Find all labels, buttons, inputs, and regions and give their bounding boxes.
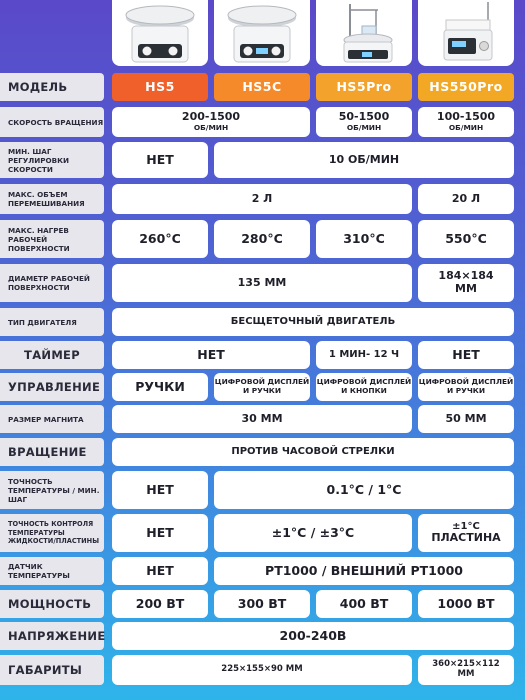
- hotplate-stirrer-with-probe-icon: [316, 0, 412, 66]
- control-line1: ЦИФРОВОЙ ДИСПЛЕЙ: [418, 377, 514, 387]
- speed-unit: ОБ/МИН: [193, 123, 229, 133]
- control-accuracy-plate: ПЛАСТИНА: [431, 531, 501, 545]
- diameter-size: 184×184: [438, 269, 494, 283]
- speed-step-others: 10 ОБ/МИН: [214, 142, 514, 178]
- row-label-diameter: ДИАМЕТР РАБОЧЕЙ ПОВЕРХНОСТИ: [0, 264, 104, 302]
- ceramic-hotplate-icon: [418, 0, 514, 66]
- power-hs550pro: 1000 ВТ: [418, 590, 514, 618]
- row-voltage: [0, 622, 525, 650]
- model-hs5-header: HS5: [112, 73, 208, 101]
- row-label-dimensions: ГАБАРИТЫ: [0, 655, 104, 685]
- speed-range: 200-1500: [181, 110, 241, 124]
- volume-value-main: 2 Л: [112, 184, 412, 214]
- voltage-value: 200-240В: [112, 622, 514, 650]
- product-images: [0, 0, 525, 70]
- power-hs5: 200 ВТ: [112, 590, 208, 618]
- hotplate-stirrer-icon: [112, 0, 208, 66]
- model-hs550pro-header: HS550Pro: [418, 73, 514, 101]
- row-label-control-accuracy: ТОЧНОСТЬ КОНТРОЛЯ ТЕМПЕРАТУРЫ ЖИДКОСТИ/ПЛАСТИНЫ: [0, 514, 104, 552]
- control-line2: И РУЧКИ: [242, 386, 282, 395]
- row-rotation: [0, 438, 525, 466]
- model-hs5c-header: HS5C: [214, 73, 310, 101]
- product-image-hs5pro: [316, 0, 412, 66]
- row-sensor: [0, 557, 525, 585]
- row-label-magnet: РАЗМЕР МАГНИТА: [0, 405, 104, 433]
- row-control-accuracy: [0, 514, 525, 552]
- diameter-value-main: 135 ММ: [112, 264, 412, 302]
- speed-value-hs5pro: [316, 107, 412, 137]
- dimensions-value-hs550pro: [418, 655, 514, 685]
- temp-accuracy-others: 0.1°C / 1°C: [214, 471, 514, 509]
- row-power: [0, 590, 525, 618]
- control-accuracy-value: ±1°C: [452, 520, 480, 532]
- control-accuracy-hs550pro: [418, 514, 514, 552]
- heat-hs550pro: 550°C: [418, 220, 514, 258]
- control-hs5: РУЧКИ: [112, 373, 208, 401]
- model-header-row: [0, 73, 525, 101]
- speed-unit: ОБ/МИН: [448, 123, 484, 133]
- row-label-control: УПРАВЛЕНИЕ: [0, 373, 104, 401]
- row-volume: [0, 184, 525, 214]
- heat-hs5c: 280°C: [214, 220, 310, 258]
- row-label-rotation: ВРАЩЕНИЕ: [0, 438, 104, 466]
- row-label-motor: ТИП ДВИГАТЕЛЯ: [0, 308, 104, 336]
- row-motor: [0, 308, 525, 336]
- timer-hs5pro: 1 МИН- 12 Ч: [316, 341, 412, 369]
- row-label-power: МОЩНОСТЬ: [0, 590, 104, 618]
- heat-hs5: 260°C: [112, 220, 208, 258]
- speed-value-hs5-hs5c: [112, 107, 310, 137]
- row-magnet: [0, 405, 525, 433]
- volume-value-hs550pro: 20 Л: [418, 184, 514, 214]
- diameter-value-hs550pro: [418, 264, 514, 302]
- power-hs5pro: 400 ВТ: [316, 590, 412, 618]
- temp-accuracy-hs5: НЕТ: [112, 471, 208, 509]
- row-dimensions: [0, 655, 525, 685]
- control-line2: И КНОПКИ: [341, 386, 387, 395]
- control-hs5pro: [316, 373, 412, 401]
- product-image-hs550pro: [418, 0, 514, 66]
- row-label-timer: ТАЙМЕР: [0, 341, 104, 369]
- row-heat: [0, 220, 525, 258]
- control-line1: ЦИФРОВОЙ ДИСПЛЕЙ: [316, 377, 412, 387]
- speed-range: 50-1500: [338, 110, 390, 124]
- product-image-hs5: [112, 0, 208, 66]
- magnet-value-main: 30 ММ: [112, 405, 412, 433]
- row-label-speed: СКОРОСТЬ ВРАЩЕНИЯ: [0, 107, 104, 137]
- row-label-voltage: НАПРЯЖЕНИЕ: [0, 622, 104, 650]
- dimensions-value-main: 225×155×90 ММ: [112, 655, 412, 685]
- dimensions-unit: ММ: [457, 669, 475, 679]
- control-line2: И РУЧКИ: [446, 386, 486, 395]
- row-speed: [0, 107, 525, 137]
- control-accuracy-hs5: НЕТ: [112, 514, 208, 552]
- timer-hs550pro: НЕТ: [418, 341, 514, 369]
- sensor-hs5: НЕТ: [112, 557, 208, 585]
- model-hs5pro-header: HS5Pro: [316, 73, 412, 101]
- control-hs550pro: [418, 373, 514, 401]
- row-label-temp-accuracy: ТОЧНОСТЬ ТЕМПЕРАТУРЫ / МИН. ШАГ: [0, 471, 104, 509]
- rotation-value: ПРОТИВ ЧАСОВОЙ СТРЕЛКИ: [112, 438, 514, 466]
- diameter-unit: ММ: [455, 282, 477, 295]
- magnet-value-hs550pro: 50 ММ: [418, 405, 514, 433]
- heat-hs5pro: 310°C: [316, 220, 412, 258]
- speed-unit: ОБ/МИН: [346, 123, 382, 133]
- dimensions-size: 360×215×112: [432, 659, 500, 670]
- row-diameter: [0, 264, 525, 302]
- motor-value: БЕСЩЕТОЧНЫЙ ДВИГАТЕЛЬ: [112, 308, 514, 336]
- speed-range: 100-1500: [436, 110, 496, 124]
- row-label-heat: МАКС. НАГРЕВ РАБОЧЕЙ ПОВЕРХНОСТИ: [0, 220, 104, 258]
- control-accuracy-mid: ±1°C / ±3°C: [214, 514, 412, 552]
- power-hs5c: 300 ВТ: [214, 590, 310, 618]
- speed-step-hs5: НЕТ: [112, 142, 208, 178]
- speed-value-hs550pro: [418, 107, 514, 137]
- control-hs5c: [214, 373, 310, 401]
- row-label-sensor: ДАТЧИК ТЕМПЕРАТУРЫ: [0, 557, 104, 585]
- row-label-volume: МАКС. ОБЪЕМ ПЕРЕМЕШИВАНИЯ: [0, 184, 104, 214]
- hotplate-stirrer-icon: [214, 0, 310, 66]
- row-timer: [0, 341, 525, 369]
- row-speed-step: [0, 142, 525, 178]
- timer-hs5-hs5c: НЕТ: [112, 341, 310, 369]
- sensor-others: PT1000 / ВНЕШНИЙ PT1000: [214, 557, 514, 585]
- row-temp-accuracy: [0, 471, 525, 509]
- row-label-model: МОДЕЛЬ: [0, 73, 104, 101]
- row-label-speed-step: МИН. ШАГ РЕГУЛИРОВКИ СКОРОСТИ: [0, 142, 104, 178]
- product-image-hs5c: [214, 0, 310, 66]
- control-line1: ЦИФРОВОЙ ДИСПЛЕЙ: [214, 377, 310, 387]
- row-control: [0, 373, 525, 401]
